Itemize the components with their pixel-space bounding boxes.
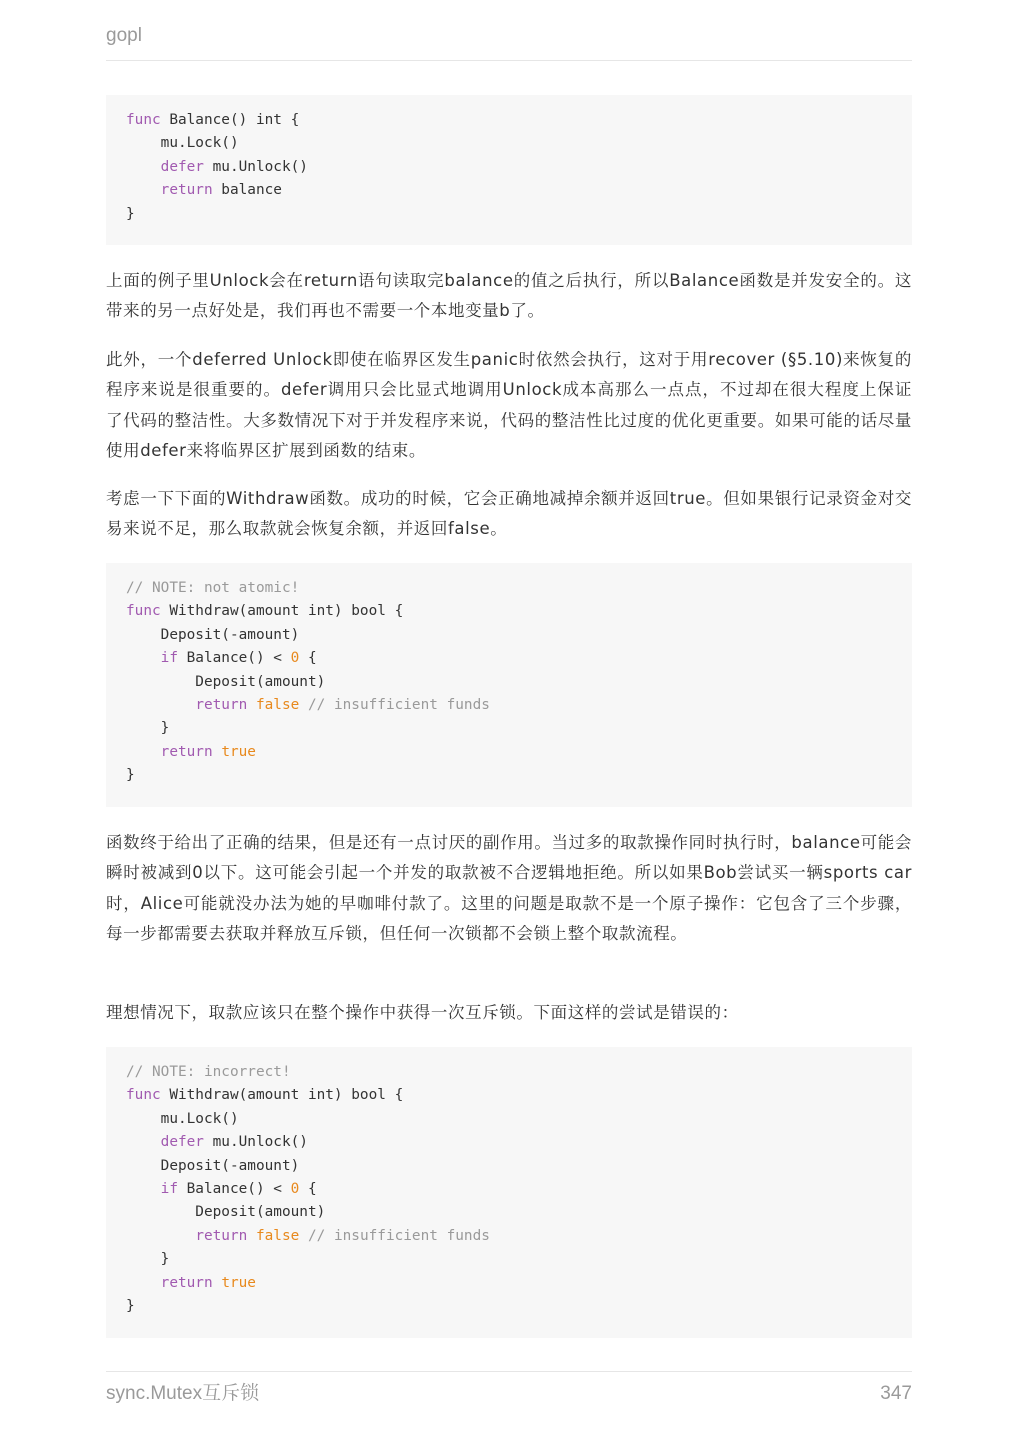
code-token: return bbox=[160, 1274, 213, 1291]
code-line bbox=[126, 647, 892, 670]
code-token: func bbox=[126, 112, 161, 128]
code-token bbox=[299, 1228, 308, 1244]
code-token: true bbox=[221, 743, 256, 760]
code-line bbox=[126, 1201, 892, 1224]
code-token: return bbox=[160, 182, 213, 199]
code-line bbox=[126, 577, 892, 600]
code-token: Withdraw(amount int) bool { bbox=[160, 1087, 404, 1104]
code-token: 0 bbox=[290, 650, 300, 667]
code-token bbox=[299, 697, 308, 713]
code-token: Balance() < bbox=[177, 650, 291, 667]
code-token: Balance() int { bbox=[160, 112, 300, 128]
code-token: } bbox=[126, 1297, 135, 1314]
code-token bbox=[126, 1275, 161, 1291]
code-token: mu.Unlock() bbox=[203, 1134, 308, 1151]
code-token bbox=[126, 1228, 195, 1244]
code-line bbox=[126, 1108, 892, 1131]
code-line bbox=[126, 156, 892, 179]
code-token: false bbox=[255, 696, 300, 713]
code-token bbox=[126, 182, 161, 198]
code-line bbox=[126, 1295, 892, 1318]
code-token bbox=[247, 1228, 256, 1244]
code-token: true bbox=[221, 1274, 256, 1291]
code-token: defer bbox=[160, 158, 204, 175]
code-token: mu.Unlock() bbox=[203, 158, 308, 175]
code-token: Deposit(-amount) bbox=[126, 1157, 300, 1174]
code-token: } bbox=[126, 1251, 170, 1268]
code-line bbox=[126, 1084, 892, 1107]
code-token: func bbox=[126, 1087, 161, 1104]
code-token: 0 bbox=[290, 1180, 300, 1197]
code-token: false bbox=[255, 1227, 300, 1244]
code-token: return bbox=[195, 1227, 248, 1244]
code-token bbox=[126, 744, 161, 760]
code-token bbox=[213, 744, 222, 760]
code-token: // NOTE: not atomic! bbox=[126, 580, 300, 596]
code-token: Deposit(-amount) bbox=[126, 626, 300, 643]
code-token: // NOTE: incorrect! bbox=[126, 1064, 291, 1080]
code-token: Balance() < bbox=[177, 1180, 291, 1197]
code-line bbox=[126, 764, 892, 787]
page-header bbox=[106, 24, 912, 61]
code-token: Withdraw(amount int) bool { bbox=[160, 603, 404, 620]
code-line bbox=[126, 1061, 892, 1084]
page-footer bbox=[106, 1371, 912, 1404]
code-line bbox=[126, 1225, 892, 1248]
code-line bbox=[126, 624, 892, 647]
code-line bbox=[126, 694, 892, 717]
code-token bbox=[126, 1181, 161, 1197]
code-line bbox=[126, 1272, 892, 1295]
code-line bbox=[126, 1178, 892, 1201]
code-token: // insufficient funds bbox=[307, 1227, 490, 1244]
code-token: return bbox=[195, 696, 248, 713]
code-token bbox=[126, 159, 161, 175]
code-token bbox=[247, 697, 256, 713]
paragraph-ideal-case: 理想情况下，取款应该只在整个操作中获得一次互斥锁。下面这样的尝试是错误的： bbox=[106, 1003, 739, 1022]
code-token: return bbox=[160, 743, 213, 760]
code-line bbox=[126, 717, 892, 740]
code-token: { bbox=[299, 650, 317, 667]
code-token: } bbox=[126, 767, 135, 784]
code-token bbox=[126, 1134, 161, 1150]
code-block-withdraw-not-atomic bbox=[106, 563, 912, 807]
code-token: Deposit(amount) bbox=[126, 1204, 326, 1221]
code-line bbox=[126, 109, 892, 132]
code-token: } bbox=[126, 205, 135, 222]
section-title: sync.Mutex互斥锁 bbox=[106, 1383, 260, 1404]
code-token: } bbox=[126, 720, 170, 737]
code-token: mu.Lock() bbox=[126, 135, 239, 152]
page bbox=[106, 0, 912, 1440]
code-token bbox=[126, 650, 161, 666]
code-line bbox=[126, 1131, 892, 1154]
code-token: { bbox=[299, 1180, 317, 1197]
paragraph-deferred-unlock: 此外，一个deferred Unlock即使在临界区发生panic时依然会执行，这对于用recover (§5.10)来恢复的程序来说是很重要的。defer调用只会比显式地调用Unlock成本高那么一点点，不过却在很大程度上保证了代码的整洁性。大多数情况下对于并发程序来说，代码的整洁性比过度的优化更重要。如果可能的话尽量使用defer来将临界区扩展到函数的结束。 bbox=[106, 350, 912, 461]
code-block-withdraw-incorrect bbox=[106, 1047, 912, 1338]
code-token bbox=[126, 697, 195, 713]
code-token: func bbox=[126, 603, 161, 620]
code-token: defer bbox=[160, 1134, 204, 1151]
code-token: // insufficient funds bbox=[307, 696, 490, 713]
code-token: mu.Lock() bbox=[126, 1110, 239, 1127]
code-token bbox=[213, 1275, 222, 1291]
code-line bbox=[126, 1155, 892, 1178]
paragraph-unlock-defer: 上面的例子里Unlock会在return语句读取完balance的值之后执行，所以Balance函数是并发安全的。这带来的另一点好处是，我们再也不需要一个本地变量b了。 bbox=[106, 271, 912, 321]
code-token: balance bbox=[212, 182, 282, 199]
code-block-balance bbox=[106, 95, 912, 245]
code-line bbox=[126, 1248, 892, 1271]
code-token: Deposit(amount) bbox=[126, 673, 326, 690]
code-token: if bbox=[160, 650, 178, 667]
code-line bbox=[126, 741, 892, 764]
code-line bbox=[126, 203, 892, 226]
paragraph-side-effect: 函数终于给出了正确的结果，但是还有一点讨厌的副作用。当过多的取款操作同时执行时，balance可能会瞬时被减到0以下。这可能会引起一个并发的取款被不合逻辑地拒绝。所以如果Bob尝试买一辆sports car时，Alice可能就没办法为她的早咖啡付款了。这里的问题是取款不是一个原子操作：它包含了三个步骤，每一步都需要去获取并释放互斥锁，但任何一次锁都不会锁上整个取款流程。 bbox=[106, 833, 912, 944]
page-number: 347 bbox=[880, 1383, 912, 1404]
code-token: if bbox=[160, 1180, 178, 1197]
code-line bbox=[126, 600, 892, 623]
paragraph-withdraw-intro: 考虑一下下面的Withdraw函数。成功的时候，它会正确地减掉余额并返回true。但如果银行记录资金对交易来说不足，那么取款就会恢复余额，并返回false。 bbox=[106, 489, 912, 539]
code-line bbox=[126, 132, 892, 155]
book-title: gopl bbox=[106, 25, 142, 46]
code-line bbox=[126, 671, 892, 694]
code-line bbox=[126, 179, 892, 202]
